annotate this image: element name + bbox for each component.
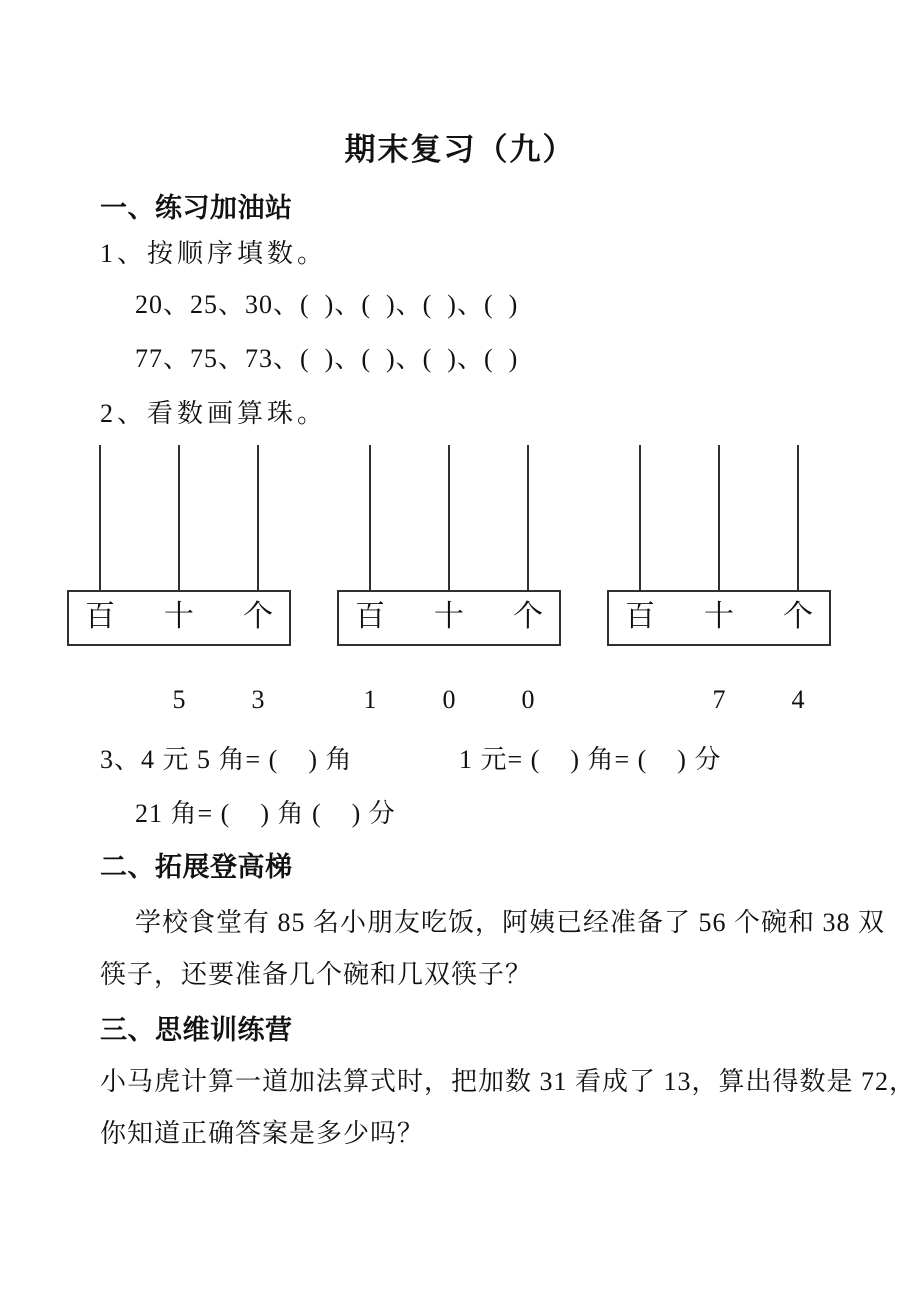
abacus-digit-tens: 0: [442, 685, 456, 714]
abacus-rod-hundreds: [369, 445, 371, 590]
abacus-digit-tens: 5: [172, 685, 186, 714]
question-3-line-1-right: 1 元= ( ) 角= ( ) 分: [459, 745, 722, 774]
section-2-text-line-2: 筷子，还要准备几个碗和几双筷子？: [100, 960, 533, 989]
section-3-heading: 三、思维训练营: [100, 1015, 293, 1045]
abacus-rod-hundreds: [99, 445, 101, 590]
place-label-tens: 十: [164, 600, 194, 633]
section-2-text-line-1: 学校食堂有 85 名小朋友吃饭，阿姨已经准备了 56 个碗和 38 双: [135, 908, 886, 937]
question-3-line-1-left: 3、4 元 5 角= ( ) 角: [100, 745, 353, 774]
abacus-rod-tens: [448, 445, 450, 590]
abacus-rod-hundreds: [639, 445, 641, 590]
place-label-hundreds: 百: [355, 600, 385, 633]
abacus-diagram-3: [607, 445, 833, 714]
question-1-sequence-2: 77、75、73、( )、( )、( )、( ): [135, 344, 519, 373]
place-label-tens: 十: [704, 600, 734, 633]
abacus-diagram-2: [337, 445, 563, 714]
place-label-ones: 个: [243, 600, 273, 633]
place-label-ones: 个: [513, 600, 543, 633]
question-1-sequence-1: 20、25、30、( )、( )、( )、( ): [135, 290, 519, 319]
section-2-heading: 二、拓展登高梯: [100, 852, 293, 882]
section-3-text-line-2: 你知道正确答案是多少吗？: [100, 1119, 425, 1148]
abacus-digit-hundreds: 1: [363, 685, 377, 714]
abacus-digit-ones: 3: [251, 685, 265, 714]
abacus-rod-tens: [718, 445, 720, 590]
abacus-rod-ones: [527, 445, 529, 590]
section-3-text-line-1: 小马虎计算一道加法算式时，把加数 31 看成了 13，算出得数是 72，: [100, 1067, 917, 1096]
place-label-ones: 个: [783, 600, 813, 633]
place-label-tens: 十: [434, 600, 464, 633]
abacus-rod-ones: [797, 445, 799, 590]
place-label-hundreds: 百: [625, 600, 655, 633]
question-2-label: 2、看数画算珠。: [100, 399, 328, 428]
abacus-digit-tens: 7: [712, 685, 726, 714]
section-1-heading: 一、练习加油站: [100, 193, 293, 223]
abacus-digit-ones: 4: [791, 685, 805, 714]
abacus-diagram-1: [67, 445, 293, 714]
abacus-rod-tens: [178, 445, 180, 590]
abacus-rod-ones: [257, 445, 259, 590]
page-title: 期末复习（九）: [344, 132, 576, 167]
question-1-label: 1、按顺序填数。: [100, 239, 328, 268]
place-label-hundreds: 百: [85, 600, 115, 633]
abacus-digit-ones: 0: [521, 685, 535, 714]
question-3-line-2: 21 角= ( ) 角 ( ) 分: [135, 799, 396, 828]
